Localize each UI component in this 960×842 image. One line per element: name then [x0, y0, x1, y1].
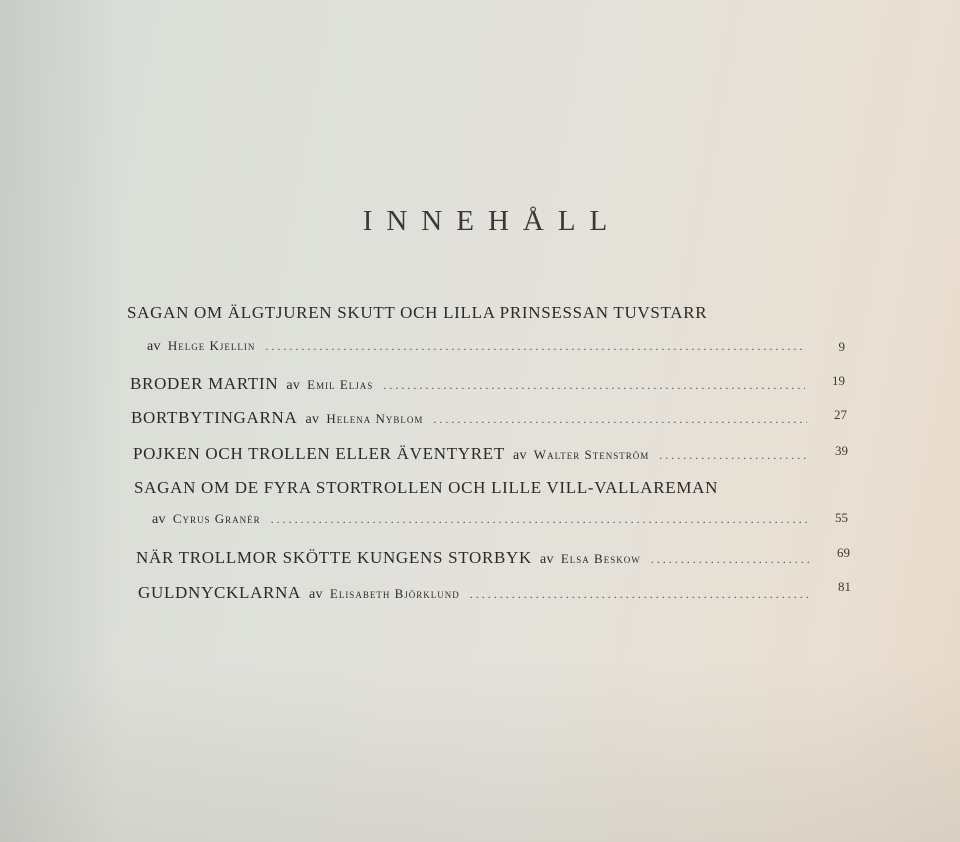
toc-entry-page: 27: [834, 407, 847, 422]
toc-entry-2-line: [130, 374, 815, 394]
toc-entry-av: av: [540, 552, 554, 567]
toc-entry-3-line: [131, 408, 817, 428]
toc-entry-author: Walter Stenström: [533, 447, 650, 462]
toc-entry-av: av: [286, 378, 301, 393]
toc-entry-title: GULDNYCKLARNA: [138, 583, 302, 602]
toc-entry-av: av: [309, 587, 323, 602]
toc-entry-page: 81: [838, 579, 851, 594]
toc-entry-page: 55: [835, 510, 848, 525]
toc-entry-title: BORTBYTINGARNA: [131, 408, 298, 427]
toc-entry-author: Emil Eljas: [307, 377, 374, 392]
toc-entry-5-author-line: [152, 511, 820, 528]
leader-dots: [265, 339, 805, 354]
toc-entry-page: 39: [835, 443, 848, 458]
toc-entry-1-title-line: [127, 303, 707, 323]
toc-entry-7-line: [138, 583, 822, 603]
toc-entry-1-author-line: [147, 338, 815, 355]
toc-entry-av: av: [152, 512, 166, 527]
toc-entry-5-title-line: [134, 478, 718, 498]
toc-entry-author: Helge Kjellin: [167, 338, 256, 353]
toc-entry-title: SAGAN OM DE FYRA STORTROLLEN OCH LILLE VILL-VALLAREMAN: [134, 478, 719, 497]
leader-dots: [383, 378, 805, 393]
toc-entry-av: av: [512, 448, 527, 463]
leader-dots: [271, 512, 810, 527]
toc-entry-author: Cyrus Granér: [172, 511, 261, 526]
toc-entry-page: 9: [838, 339, 845, 354]
toc-entry-page: 69: [837, 545, 850, 560]
toc-entry-av: av: [305, 412, 320, 427]
toc-entry-av: av: [147, 339, 161, 354]
leader-dots: [651, 552, 811, 567]
toc-entry-title: POJKEN OCH TROLLEN ELLER ÄVENTYRET: [133, 444, 505, 463]
toc-entry-title: BRODER MARTIN: [130, 374, 279, 393]
leader-dots: [470, 587, 812, 602]
toc-entry-6-line: [136, 548, 821, 568]
leader-dots: [659, 448, 809, 463]
toc-entry-author: Helena Nyblom: [326, 411, 424, 426]
toc-entry-4-line: [133, 444, 819, 464]
leader-dots: [433, 412, 807, 427]
toc-entry-title: SAGAN OM ÄLGTJUREN SKUTT OCH LILLA PRINSESSAN TUVSTARR: [127, 303, 708, 322]
toc-entry-author: Elisabeth Björklund: [329, 586, 460, 601]
page-title: INNEHÅLL: [362, 205, 622, 237]
toc-entry-author: Elsa Beskow: [560, 551, 641, 566]
toc-entry-page: 19: [832, 373, 845, 388]
toc-entry-title: NÄR TROLLMOR SKÖTTE KUNGENS STORBYK: [136, 548, 533, 567]
